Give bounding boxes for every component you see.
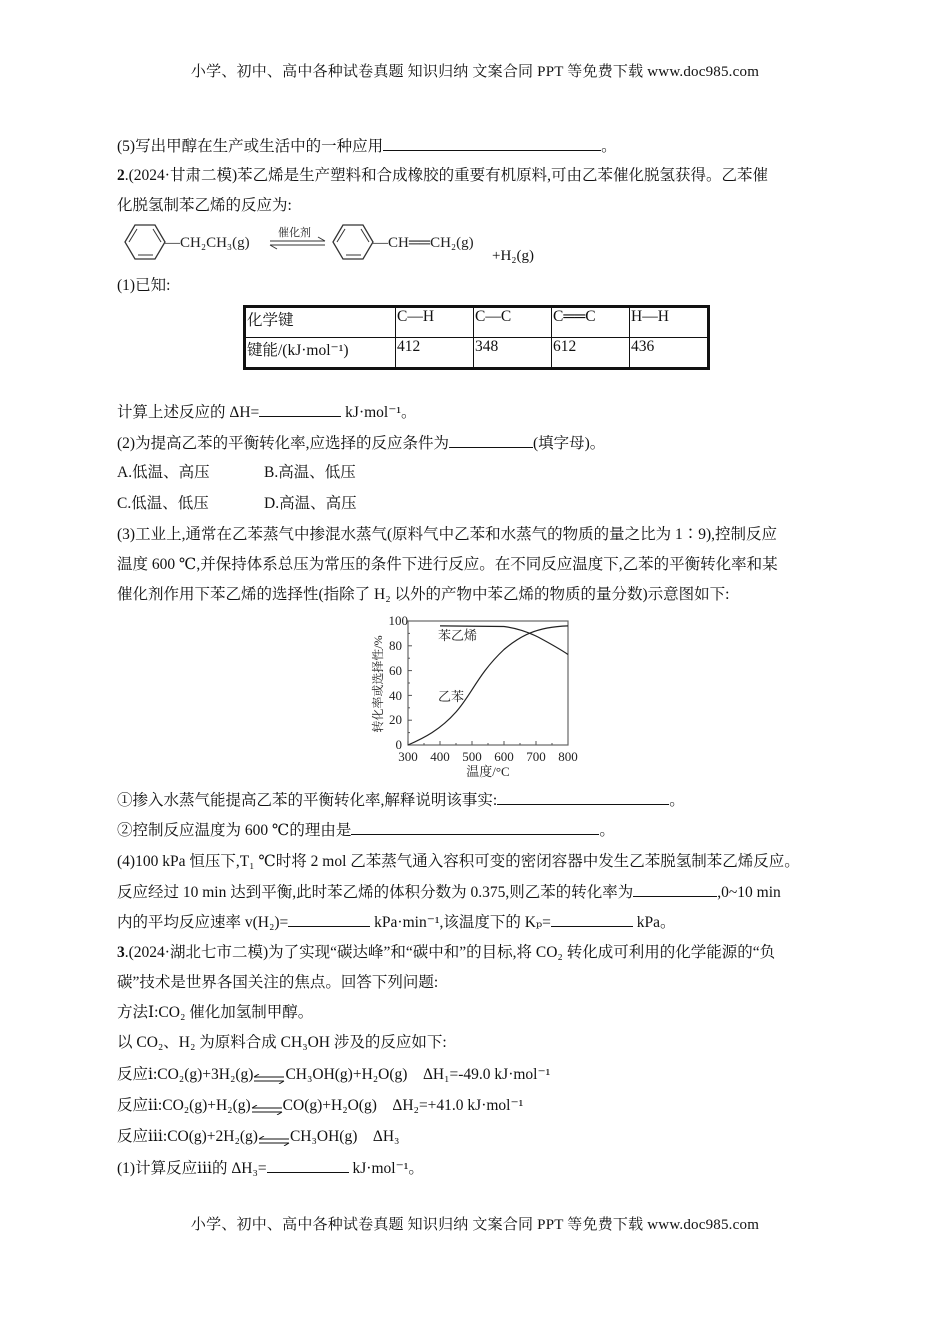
answer-blank[interactable] [633,882,717,897]
table-cell: 化学键 [245,307,396,338]
punctuation: 。 [601,138,617,155]
part-2-question [117,433,605,454]
answer-blank[interactable] [267,1158,349,1173]
question-text: .(2024·湖北七市二模)为了实现“碳达峰”和“碳中和”的目标,将 CO₂ 转化成可利用的化学能源的“负 [124,944,776,961]
option-d: D.高温、高压 [264,495,357,512]
table-cell: C—H [396,307,474,338]
enthalpy-value: ΔH₃ [372,1128,400,1145]
question-text: kPa·min⁻¹,该温度下的 Kₚ= [370,914,551,931]
part-3-text-2: 温度 600 ℃,并保持体系总压为常压的条件下进行反应。在不同反应温度下,乙苯的平衡转化率和某 [117,556,778,573]
punctuation: 。 [599,822,615,839]
question-text: (1)计算反应ⅲ的 ΔH₃= [117,1160,267,1177]
table-header-row [245,307,709,338]
question-text: (5)写出甲醇在生产或生活中的一种应用 [117,138,384,155]
table-cell: C—C [474,307,552,338]
table-cell: C══C [552,307,630,338]
part-1-label: (1)已知: [117,277,171,294]
table-cell: 436 [630,338,709,369]
part-3-sub-1 [117,790,685,811]
question-text: (2)为提高乙苯的平衡转化率,应选择的反应条件为 [117,435,449,452]
svg-text:600: 600 [494,749,514,764]
part-4-text-1: (4)100 kPa 恒压下,T₁ ℃时将 2 mol 乙苯蒸气通入容积可变的密闭容器中发生乙苯脱氢制苯乙烯反应。 [117,853,800,870]
answer-blank[interactable] [383,136,601,151]
x-axis-label: 温度/°C [466,764,510,779]
punctuation: 。 [669,792,685,809]
enthalpy-value: ΔH₂=+41.0 kJ·mol⁻¹ [392,1097,524,1114]
svg-text:60: 60 [389,663,402,678]
option-a: A.低温、高压 [117,464,210,481]
svg-text:100: 100 [388,613,408,628]
svg-text:—CH₂CH₃(g): —CH₂CH₃(g) [165,235,250,251]
page-header-banner: 小学、初中、高中各种试卷真题 知识归纳 文案合同 PPT 等免费下载 www.doc985.com [190,64,760,80]
y-axis-label: 转化率或选择性/% [371,635,385,733]
part-4-text-2 [117,882,781,903]
enthalpy-value: ΔH₁=-49.0 kJ·mol⁻¹ [422,1066,551,1083]
question-2-intro-cont: 化脱氢制苯乙烯的反应为: [117,197,292,214]
products: CO(g)+H₂O(g) [282,1097,377,1114]
table-cell: 348 [474,338,552,369]
catalyst-label: 催化剂 [278,227,311,239]
svg-text:300: 300 [398,749,418,764]
answer-blank[interactable] [288,912,370,927]
reactants: CO₂(g)+H₂(g) [162,1097,251,1114]
equilibrium-arrow-icon [258,1132,290,1142]
reaction-iii [117,1127,399,1147]
part-3-sub-2 [117,820,615,841]
question-3-part-1 [117,1158,424,1179]
question-text: ②控制反应温度为 600 ℃的理由是 [117,822,352,839]
question-text: ①掺入水蒸气能提高乙苯的平衡转化率,解释说明该事实: [117,792,498,809]
reaction-ii [117,1096,523,1116]
reaction-label: 反应ⅲ: [117,1128,168,1145]
unit-text: kPa。 [632,914,676,931]
unit-text: kJ·mol⁻¹。 [348,1160,424,1177]
svg-text:—CH══CH₂(g): —CH══CH₂(g) [373,235,474,251]
answer-blank[interactable] [449,433,533,448]
table-cell: 412 [396,338,474,369]
answer-blank[interactable] [351,820,599,835]
svg-text:40: 40 [389,688,402,703]
reactions-lead: 以 CO₂、H₂ 为原料合成 CH₃OH 涉及的反应如下: [117,1034,447,1051]
products: CH₃OH(g)+H₂O(g) [285,1066,408,1083]
question-2-intro [117,166,768,186]
answer-blank[interactable] [497,790,669,805]
question-text: 计算上述反应的 ΔH= [117,404,260,421]
question-text: 内的平均反应速率 v(H₂)= [117,914,289,931]
part-3-text-1: (3)工业上,通常在乙苯蒸气中掺混水蒸气(原料气中乙苯和水蒸气的物质的量之比为 1∶9),控制反应 [117,526,778,543]
svg-text:400: 400 [430,749,450,764]
ethylbenzene-annotation: 乙苯 [438,689,465,704]
table-cell: H—H [630,307,709,338]
reaction-scheme [120,222,560,270]
question-text: .(2024·甘肃二模)苯乙烯是生产塑料和合成橡胶的重要有机原料,可由乙苯催化脱氢获得。乙苯催 [124,167,768,184]
svg-text:20: 20 [389,712,402,727]
styrene-annotation: 苯乙烯 [438,628,478,643]
svg-text:80: 80 [389,638,402,653]
question-text: 反应经过 10 min 达到平衡,此时苯乙烯的体积分数为 0.375,则乙苯的转化率为 [117,884,634,901]
page-footer-banner: 小学、初中、高中各种试卷真题 知识归纳 文案合同 PPT 等免费下载 www.doc985.com [190,1217,760,1233]
bond-energy-table [243,305,710,370]
part-1-question [117,402,417,423]
svg-text:+H₂(g): +H₂(g) [492,248,535,264]
benzene-ring-icon [120,222,560,270]
answer-blank[interactable] [259,402,341,417]
question-3-intro-cont: 碳”技术是世界各国关注的焦点。回答下列问题: [117,974,439,991]
equilibrium-arrow-icon [251,1101,283,1111]
table-cell: 键能/(kJ·mol⁻¹) [245,338,396,369]
conversion-selectivity-chart [366,612,586,782]
answer-blank[interactable] [551,912,633,927]
question-1-5 [117,136,617,157]
question-text: ,0~10 min [717,884,781,901]
reaction-label: 反应ⅰ: [117,1066,158,1083]
unit-text: kJ·mol⁻¹。 [341,404,417,421]
ethylbenzene-curve [408,626,568,745]
svg-text:800: 800 [558,749,578,764]
question-number: 2 [117,167,125,184]
question-number: 3 [117,944,125,961]
reaction-label: 反应ⅱ: [117,1097,163,1114]
method-heading: 方法Ⅰ:CO₂ 催化加氢制甲醇。 [117,1004,314,1021]
reactants: CO(g)+2H₂(g) [167,1128,258,1145]
part-4-text-3 [117,912,676,933]
svg-text:0: 0 [395,737,402,752]
option-b: B.高温、低压 [264,464,356,481]
reactants: CO₂(g)+3H₂(g) [157,1066,254,1083]
svg-text:500: 500 [462,749,482,764]
question-3-intro [117,943,775,963]
products: CH₃OH(g) [289,1128,358,1145]
svg-text:700: 700 [526,749,546,764]
table-row [245,338,709,369]
equilibrium-arrow-icon [253,1070,285,1080]
table-cell: 612 [552,338,630,369]
question-text: (填字母)。 [532,435,606,452]
reaction-i [117,1065,550,1085]
option-c: C.低温、低压 [117,495,209,512]
part-3-text-3: 催化剂作用下苯乙烯的选择性(指除了 H₂ 以外的产物中苯乙烯的物质的量分数)示意图如下: [117,586,730,603]
